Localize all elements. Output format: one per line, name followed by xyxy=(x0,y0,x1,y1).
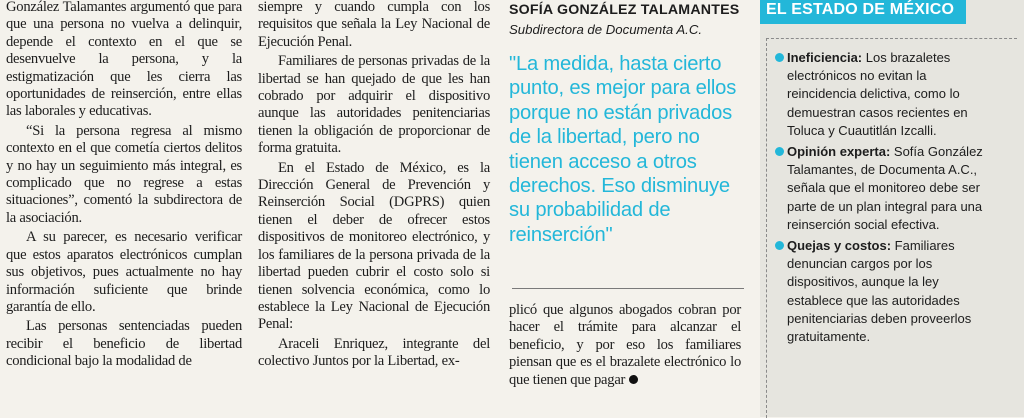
paragraph-text: plicó que algunos abogados cobran por hacer el trámite para alcanzar el beneficio, y por eso los familiares piensan que es el brazalete electrónico lo que tienen que pagar xyxy=(509,302,741,388)
end-of-article-icon xyxy=(629,375,638,384)
bullet-text: Familiares denuncian cargos por los dispositivos, aunque la ley establece que las autoridades penitenciarias deben proveerlos gratuitamente. xyxy=(787,238,972,345)
sidebar-title: EL ESTADO DE MÉXICO xyxy=(760,0,966,24)
paragraph: González Talamantes argumentó que para que una persona no vuelva a delinquir, depende el contexto en el que se desenvuelve la persona, y la estigmatización que les cierra las oportunidades de reinserción, entre ellas las laborales y educativas. xyxy=(6,0,242,120)
sidebar-content xyxy=(766,38,1017,418)
sidebar-bullet-quejas xyxy=(767,237,1017,346)
bullet-label: Ineficiencia: xyxy=(787,50,863,65)
article-column-3 xyxy=(509,302,741,389)
paragraph xyxy=(509,302,741,389)
article-column-1 xyxy=(6,0,242,371)
paragraph: Las personas sentenciadas pueden recibir el beneficio de libertad condicional bajo la modalidad de xyxy=(6,318,242,370)
paragraph: A su parecer, es necesario verificar que estos aparatos electrónicos cumplan sus objetivos, pues actualmente no hay información suficiente que brinde garantía de ello. xyxy=(6,229,242,315)
pull-quote: "La medida, hasta cierto punto, es mejor para ellos porque no están privados de la libertad, pero no tienen acceso a otros derechos. Eso disminuye su probabilidad de reinserción" xyxy=(509,53,737,246)
sidebar-bullet-ineficiencia xyxy=(767,49,1017,140)
sidebar-box xyxy=(760,0,1024,417)
bullet-dot-icon xyxy=(775,241,784,250)
bullet-text: Sofía González Talamantes, de Documenta A.C., señala que el monitoreo debe ser parte de un plan integral para una reinserción social efectiva. xyxy=(787,144,983,232)
article-column-2 xyxy=(258,0,490,371)
paragraph: Familiares de personas privadas de la libertad se han quejado de que les han cobrado por adquirir el dispositivo aunque las autoridades penitenciarias tienen la obligación de proporcionar de forma gratuita. xyxy=(258,53,490,157)
sidebar-bullet-opinion xyxy=(767,143,1017,234)
bullet-dot-icon xyxy=(775,53,784,62)
divider xyxy=(512,288,744,289)
paragraph: “Si la persona regresa al mismo contexto en el que cometía ciertos delitos y no hay un seguimiento más integral, es complicado que no regrese a estas situaciones”, comentó la subdirectora de la asociación. xyxy=(6,122,242,226)
bullet-label: Quejas y costos: xyxy=(787,238,892,254)
quote-author-role: Subdirectora de Documenta A.C. xyxy=(509,22,703,37)
bullet-dot-icon xyxy=(775,147,784,156)
paragraph: En el Estado de México, es la Dirección General de Prevención y Reinserción Social (DGPRS) quien tienen el deber de ofrecer estos dispositivos de monitoreo electrónico, y los familiares de la persona privada de la libertad pueden cubrir el costo solo si tienen solvencia económica, como lo establece la Ley Nacional de Ejecución Penal: xyxy=(258,159,490,333)
bullet-label: Opinión experta: xyxy=(787,144,891,160)
paragraph: siempre y cuando cumpla con los requisitos que señala la Ley Nacional de Ejecución Penal. xyxy=(258,0,490,50)
quote-author: SOFÍA GONZÁLEZ TALAMANTES xyxy=(509,2,740,18)
bullet-text: Los brazaletes electrónicos no evitan la reincidencia delictiva, como lo demuestran casos recientes en Toluca y Cuautitlán Izcalli. xyxy=(787,50,968,138)
paragraph: Araceli Enriquez, integrante del colectivo Juntos por la Libertad, ex- xyxy=(258,335,490,370)
